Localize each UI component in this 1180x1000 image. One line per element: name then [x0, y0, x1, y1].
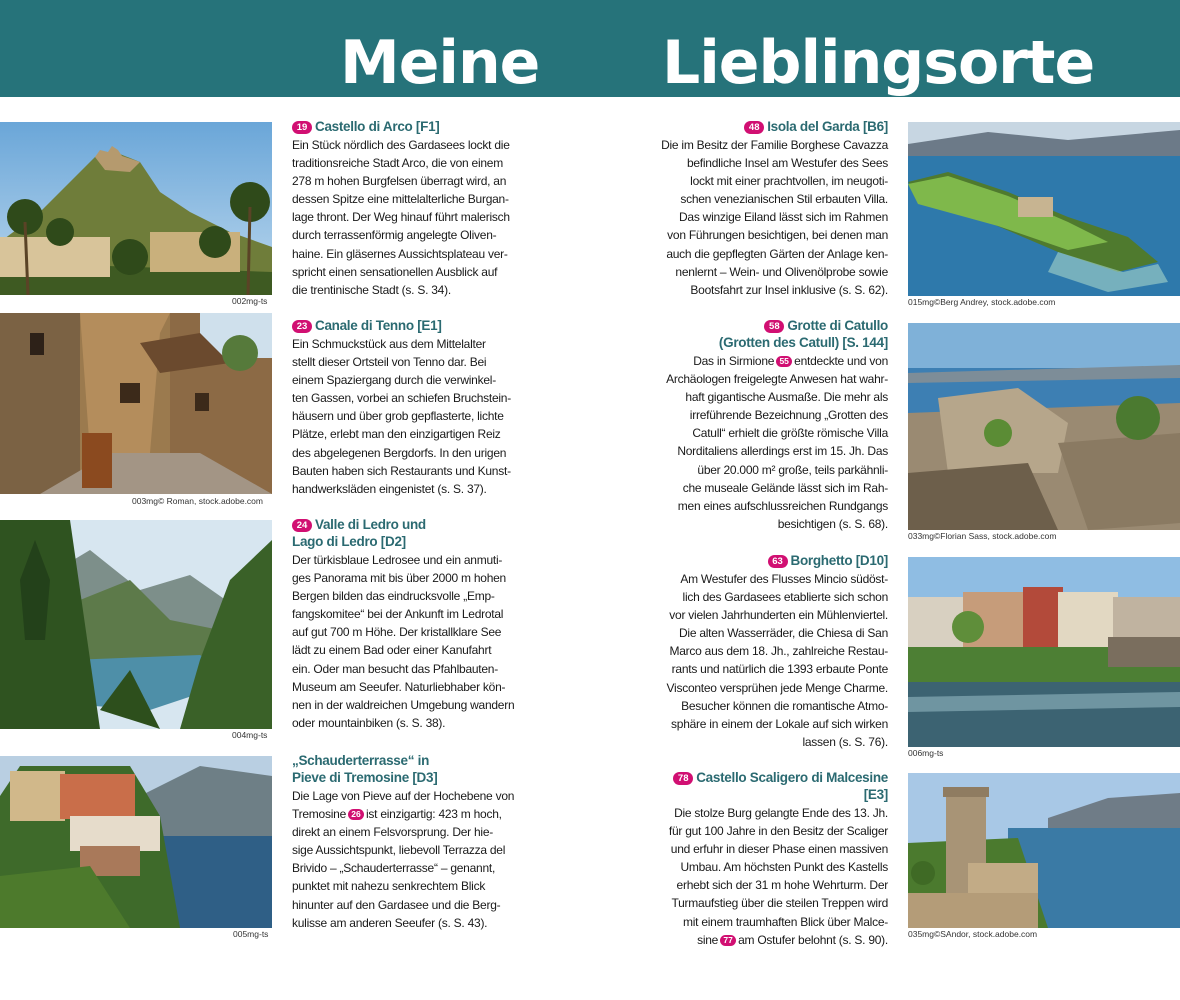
entry-title-text: Pieve di Tremosine [D3]	[292, 770, 438, 785]
entry-body: Die stolze Burg gelangte Ende des 13. Jh. für gut 100 Jahre in den Besitz der Scaliger und erfuhr in dieser Phase einen massiven Umbau. Am höchsten Punkt des Kastells erhebt sich der 31 m hohe Wehrturm. Der Turmaufstieg über die steilen Treppen wird mit einem traumhaften Blick über Malce- sine 77 am Ostufer belohnt (s. S. 90).	[668, 806, 888, 947]
entry-isola-garda	[652, 118, 888, 299]
entry-body: Die im Besitz der Familie Borghese Cavazza befindliche Insel am Westufer des Sees lockt mit einer prachtvollen, im neugoti- schen venezianischen Stil erbauten Villa. Das winzige Eiland lässt sich im Rahmen von Führungen besichtigen, bei denen man auch die gepflegten Gärten der Anlage ken- nenlernt – Wein- und Olivenölprobe sowie Bootsfahrt zur Insel inklusive (s. S. 62).	[661, 138, 888, 297]
entry-title-text: Castello di Arco [F1]	[315, 119, 440, 134]
entry-title	[292, 752, 528, 786]
entry-title	[292, 317, 528, 334]
photo-credit: 004mg-ts	[232, 730, 268, 740]
entry-title	[652, 552, 888, 569]
entry-castello-arco	[292, 118, 528, 299]
photo-lago-ledro	[0, 520, 272, 729]
location-number-badge: 19	[292, 121, 312, 134]
location-number-badge: 63	[768, 555, 788, 568]
photo-grotte-catullo	[908, 323, 1180, 530]
location-number-badge: 58	[764, 320, 784, 333]
entry-body: Ein Schmuckstück aus dem Mittelalter stellt dieser Ortsteil von Tenno dar. Bei einem Spaziergang durch die verwinkel- ten Gassen, vorbei an schiefen Bruchstein- häusern und über grob gepflasterte, lichte Plätze, erlebt man den einzigartigen Reiz des abgelegenen Bergdorfs. In den urigen Bauten haben sich Restaurants und Kunst- handwerksläden eingenistet (s. S. 37).	[292, 337, 511, 496]
photo-castello-arco	[0, 122, 272, 295]
entry-title-text: „Schauderterrasse“ in	[292, 753, 430, 768]
header-word-lieblingsorte: Lieblingsorte	[662, 28, 1095, 98]
photo-credit: 003mg© Roman, stock.adobe.com	[132, 496, 263, 506]
location-number-badge: 48	[744, 121, 764, 134]
photo-credit: 015mg©Berg Andrey, stock.adobe.com	[908, 297, 1056, 307]
entry-title	[652, 769, 888, 803]
entry-borghetto	[652, 552, 888, 751]
entry-grotte-catullo	[652, 317, 888, 533]
entry-title	[292, 516, 528, 550]
entry-body: Der türkisblaue Ledrosee und ein anmuti- ges Panorama mit bis über 2000 m hohen Bergen bilden das eindrucksvolle „Emp- fangskomitee“ bei der Ankunft im Ledrotal auf gut 700 m Höhe. Der kristallklare See lädt zu einem Bad oder einer Kanufahrt ein. Oder man besucht das Pfahlbauten- Museum am Seeufer. Naturliebhaber kön- nen in der waldreichen Umgebung wandern oder mountainbiken (s. S. 38).	[292, 553, 515, 730]
entry-body: Ein Stück nördlich des Gardasees lockt die traditionsreiche Stadt Arco, die von einem 278 m hohen Burgfelsen überragt wird, an dessen Spitze eine mittelalterliche Burgan- lage thront. Der Weg hinauf führt malerisch durch terrassenförmig angelegte Oliven- haine. Ein gläsernes Aussichtsplateau ver- spricht einen sensationellen Ausblick auf die trentinische Stadt (s. S. 34).	[292, 138, 510, 297]
entry-title	[652, 118, 888, 135]
entry-title-text: (Grotten des Catull) [S. 144]	[718, 335, 888, 350]
location-number-badge: 78	[673, 772, 693, 785]
entry-title	[292, 118, 528, 135]
entry-title-text: Castello Scaligero di Malcesine [E3]	[696, 770, 888, 802]
entry-title	[652, 317, 888, 351]
location-number-badge: 26	[348, 809, 364, 820]
location-number-badge: 24	[292, 519, 312, 532]
entry-body: Am Westufer des Flusses Mincio südöst- lich des Gardasees etablierte sich schon vor vielen Jahrhunderten ein Mühlenviertel. Die alten Wasserräder, die Chiesa di San Marco aus dem 18. Jh., zahlreiche Restau- rants und natürlich die 1393 erbaute Ponte Visconteo versprühen jede Menge Charme. Besucher können die romantische Atmo- sphäre in einem der Lokale auf sich wirken lassen (s. S. 76).	[666, 572, 888, 749]
entry-title-text: Grotte di Catullo	[787, 318, 888, 333]
entry-body: Die Lage von Pieve auf der Hochebene von Tremosine 26 ist einzigartig: 423 m hoch, direkt an einem Felsvorsprung. Der hie- sige Aussichtspunkt, liebevoll Terrazza del Brivido – „Schauderterrasse“ – genannt, punktet mit nahezu senkrechtem Blick hinunter auf den Gardasee und die Berg- kulisse am anderen Seeufer (s. S. 43).	[292, 789, 515, 930]
photo-credit: 005mg-ts	[233, 929, 269, 939]
photo-canale-tenno	[0, 313, 272, 494]
location-number-badge: 23	[292, 320, 312, 333]
entry-title-text: Borghetto [D10]	[790, 553, 888, 568]
entry-valle-ledro	[292, 516, 528, 732]
photo-credit: 033mg©Florian Sass, stock.adobe.com	[908, 531, 1057, 541]
entry-castello-malcesine	[652, 769, 888, 949]
photo-credit: 035mg©SAndor, stock.adobe.com	[908, 929, 1038, 939]
photo-isola-garda	[908, 122, 1180, 296]
photo-borghetto	[908, 557, 1180, 747]
header-banner	[0, 0, 1180, 97]
entry-pieve-tremosine	[292, 752, 528, 932]
photo-credit: 002mg-ts	[232, 296, 268, 306]
photo-pieve-tremosine	[0, 756, 272, 928]
entry-title-text: Canale di Tenno [E1]	[315, 318, 442, 333]
location-number-badge: 77	[720, 935, 736, 946]
photo-credit: 006mg-ts	[908, 748, 944, 758]
entry-body: Das in Sirmione 55 entdeckte und von Archäologen freigelegte Anwesen hat wahr- haft gigantische Ausmaße. Die mehr als irreführende Bezeichnung „Grotten des Catull“ erhielt die größte römische Villa Norditaliens allerdings erst im 15. Jh. Das über 20.000 m² große, teils parkähnli- che museale Gelände lässt sich im Rah- men eines aufschlussreichen Rundgangs besichtigen (s. S. 68).	[666, 354, 888, 531]
photo-castello-malcesine	[908, 773, 1180, 928]
entry-title-text: Isola del Garda [B6]	[767, 119, 888, 134]
entry-canale-tenno	[292, 317, 528, 498]
location-number-badge: 55	[776, 356, 792, 367]
entry-title-text: Lago di Ledro [D2]	[292, 534, 406, 549]
entry-title-text: Valle di Ledro und	[315, 517, 426, 532]
header-word-meine: Meine	[340, 28, 540, 98]
